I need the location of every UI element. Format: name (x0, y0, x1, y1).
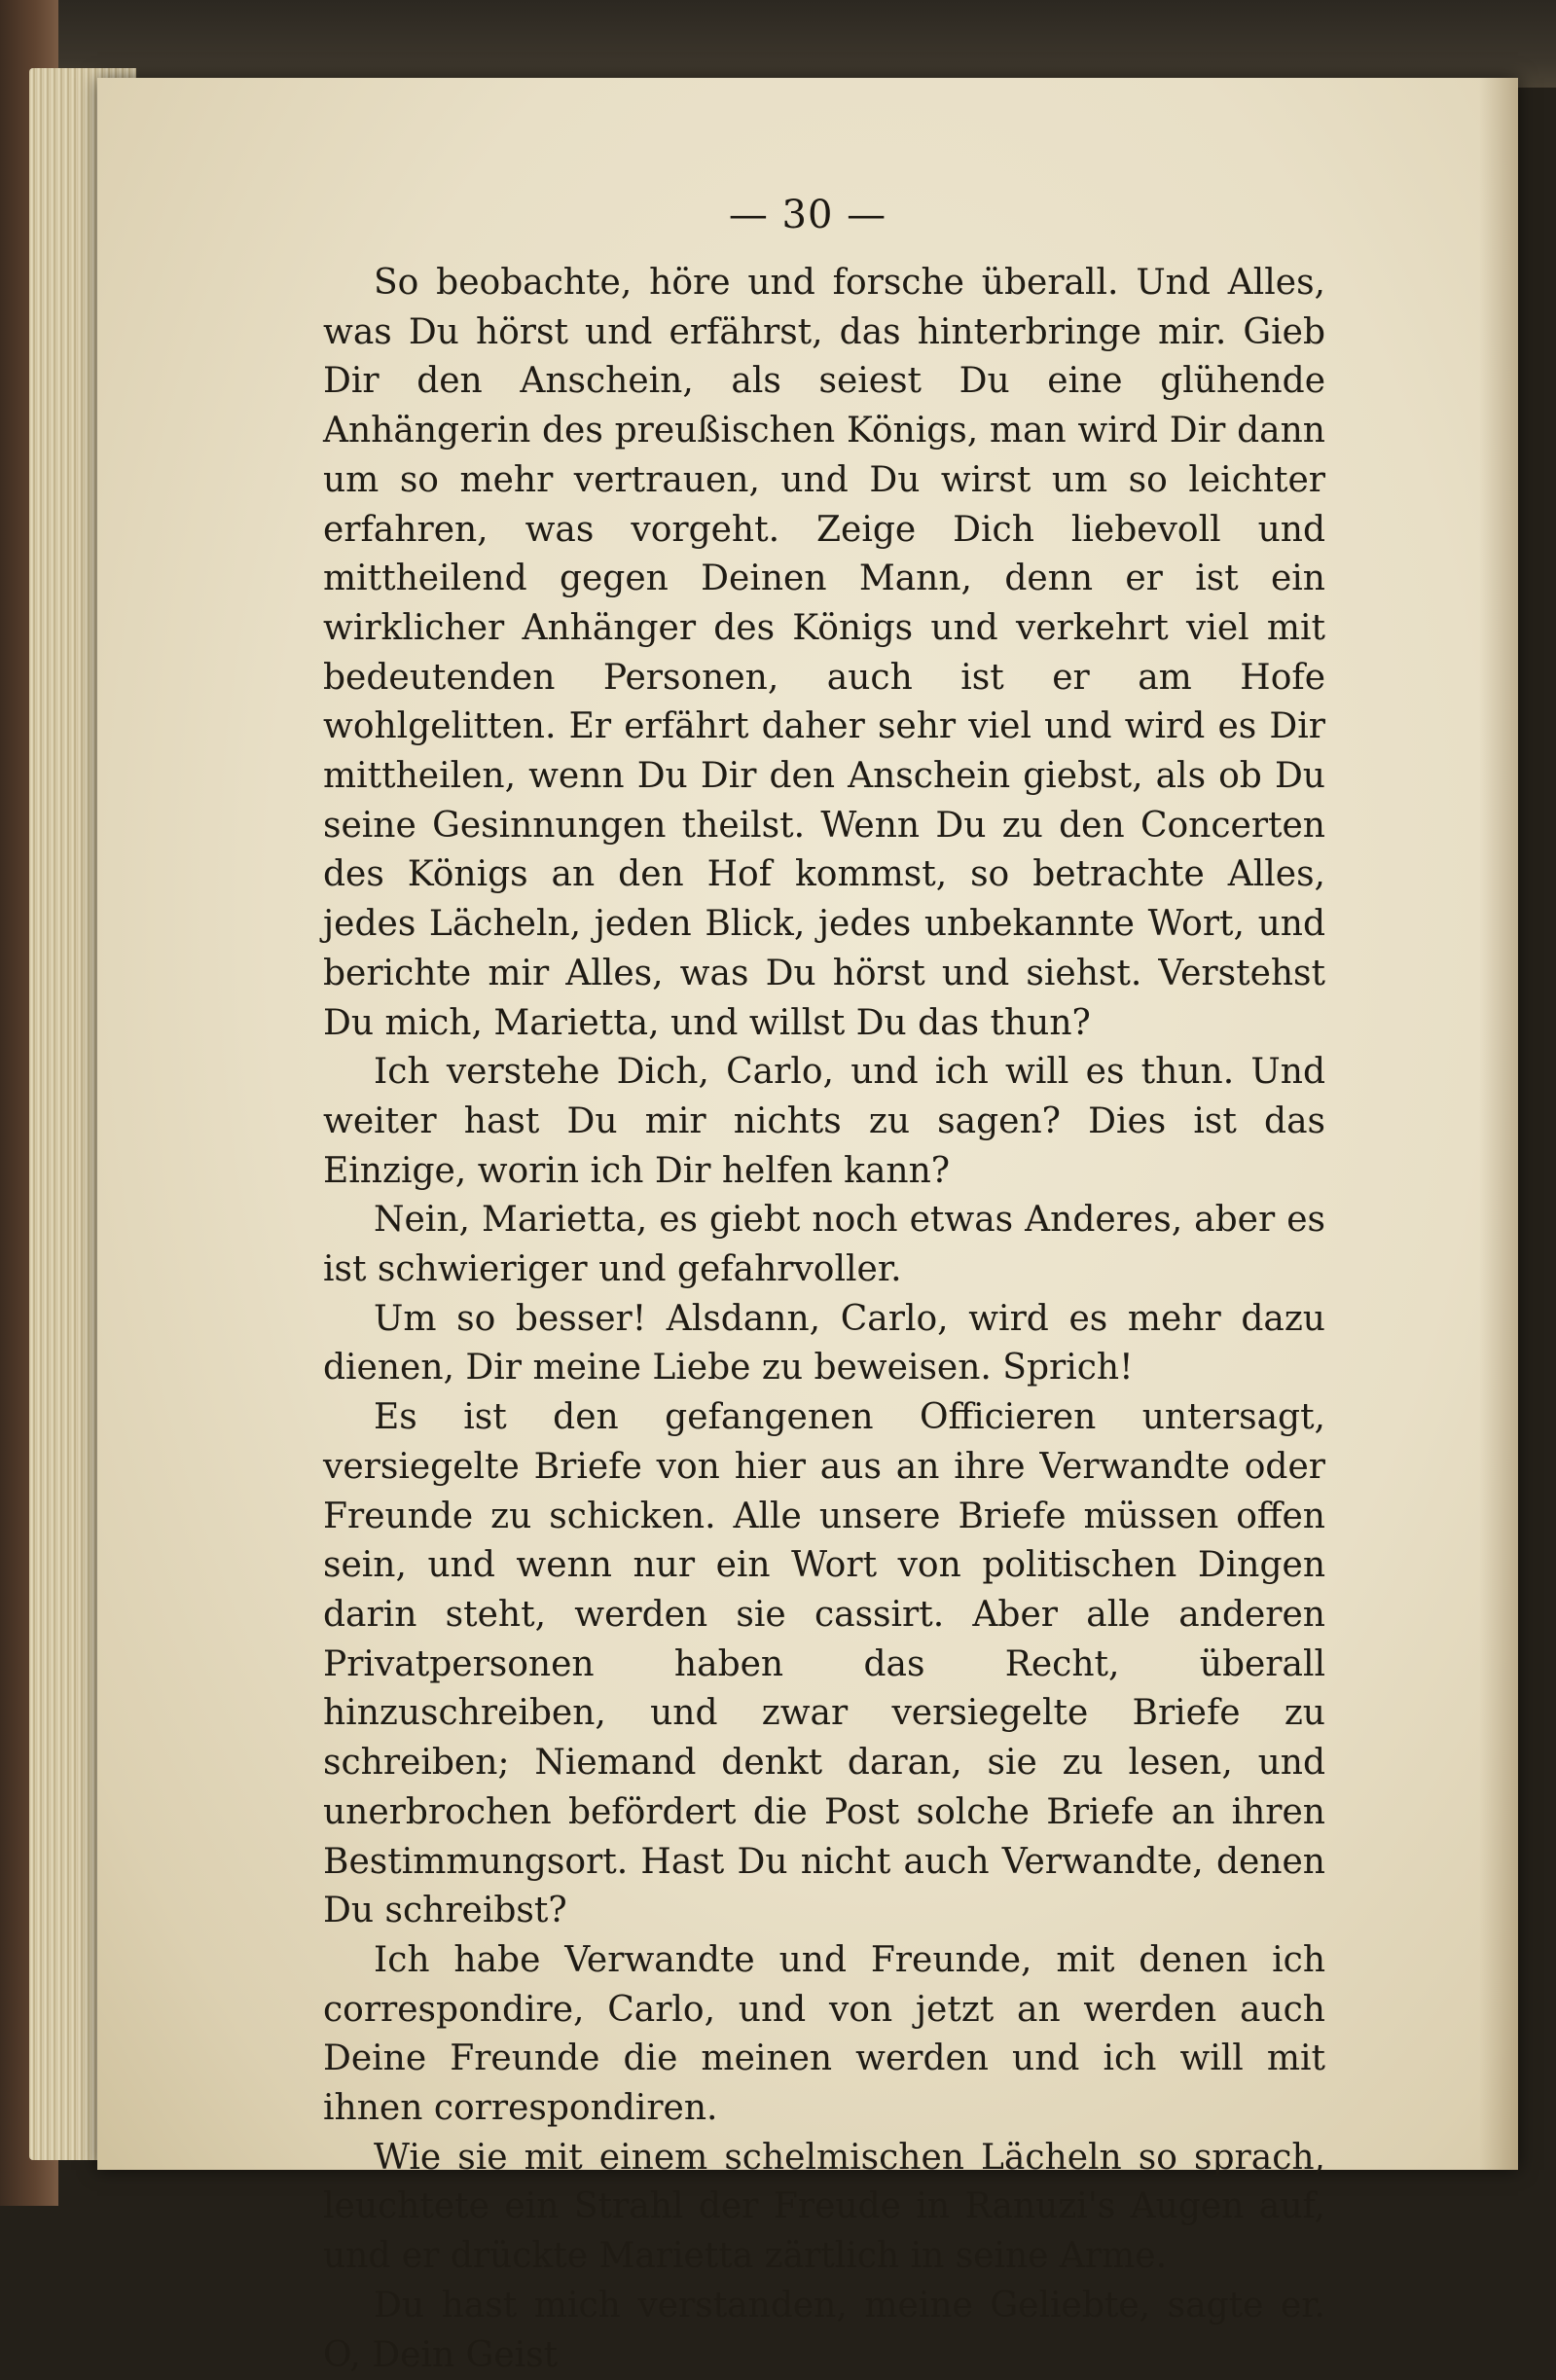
page-shadow (1479, 78, 1518, 2170)
paragraph: Ich verstehe Dich, Carlo, und ich will es thun. Und weiter hast Du mir nichts zu sagen? Dies ist das Einzige, worin ich Dir helfen kann? (323, 1052, 1325, 1191)
paragraph: Nein, Marietta, es giebt noch etwas Anderes, aber es ist schwieriger und gefahrvoller. (323, 1200, 1325, 1290)
body-text (323, 259, 1325, 2380)
book-page (97, 78, 1518, 2375)
paragraph: Um so besser! Alsdann, Carlo, wird es mehr dazu dienen, Dir meine Liebe zu beweisen. Sprich! (323, 1298, 1325, 1388)
page-number: — 30 — (728, 193, 887, 237)
paragraph: Wie sie mit einem schelmischen Lächeln so sprach, leuchtete ein Strahl der Freude in Ranuzi's Augen auf, und er drückte Marietta zärtlich in seine Arme. (323, 2137, 1325, 2277)
paragraph: Ich habe Verwandte und Freunde, mit denen ich correspondire, Carlo, und von jetzt an werden auch Deine Freunde die meinen werden und ich will mit ihnen correspondiren. (323, 1939, 1325, 2129)
paragraph: So beobachte, höre und forsche überall. Und Alles, was Du hörst und erfährst, das hinterbringe mir. Gieb Dir den Anschein, als seiest Du eine glühende Anhängerin des preußischen Königs, man wird Dir dann um so mehr vertrauen, und Du wirst um so leichter erfahren, was vorgeht. Zeige Dich liebevoll und mittheilend gegen Deinen Mann, denn er ist ein wirklicher Anhänger des Königs und verkehrt viel mit bedeutenden Personen, auch ist er am Hofe wohlgelitten. Er erfährt daher sehr viel und wird es Dir mittheilen, wenn Du Dir den Anschein giebst, als ob Du seine Gesinnungen theilst. Wenn Du zu den Concerten des Königs an den Hof kommst, so betrachte Alles, jedes Lächeln, jeden Blick, jedes unbekannte Wort, und berichte mir Alles, was Du hörst und siehst. Verstehst Du mich, Marietta, und willst Du das thun? (323, 263, 1325, 1043)
paragraph: Es ist den gefangenen Officieren untersagt, versiegelte Briefe von hier aus an ihre Verwandte oder Freunde zu schicken. Alle unsere Briefe müssen offen sein, und wenn nur ein Wort von politischen Dingen darin steht, werden sie cassirt. Aber alle anderen Privatpersonen haben das Recht, überall hinzuschreiben, und zwar versiegelte Briefe zu schreiben; Niemand denkt daran, sie zu lesen, und unerbrochen befördert die Post solche Briefe an ihren Bestimmungsort. Hast Du nicht auch Verwandte, denen Du schreibst? (323, 1397, 1325, 1931)
book-cover-top (0, 0, 1556, 88)
paragraph: Du hast mich verstanden, meine Geliebte, sagte er. O, Dein Geist (323, 2285, 1325, 2375)
